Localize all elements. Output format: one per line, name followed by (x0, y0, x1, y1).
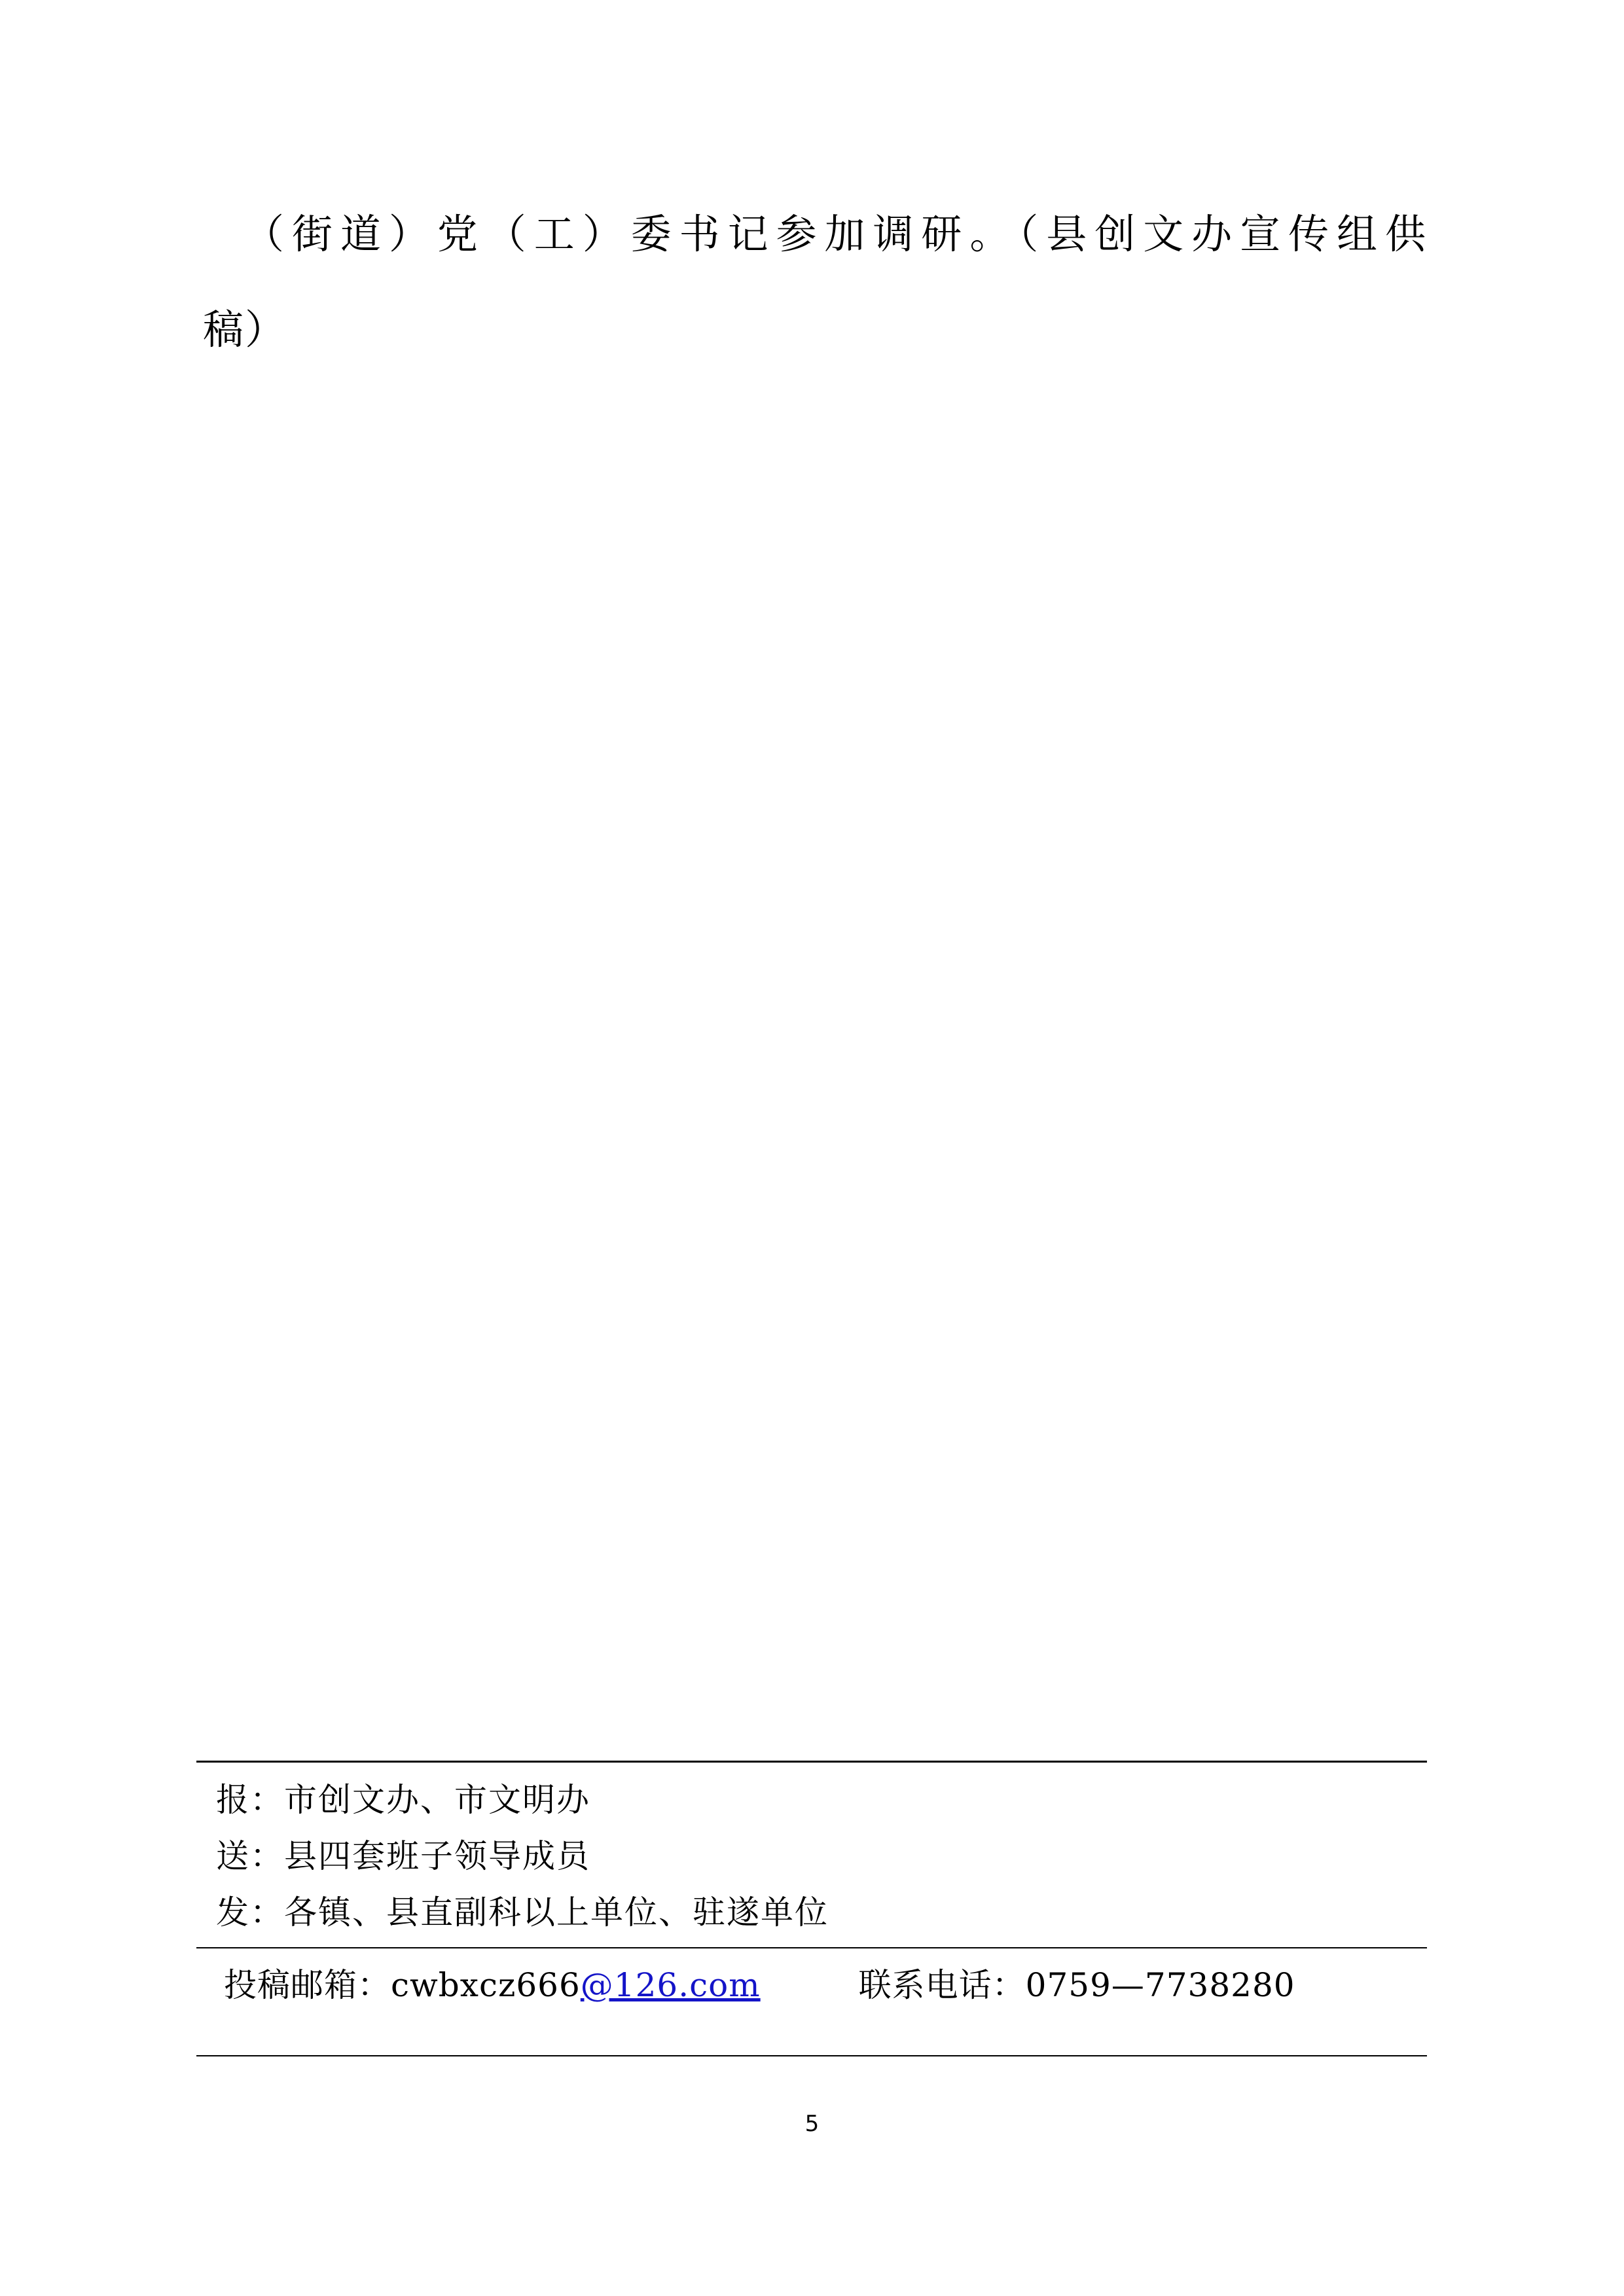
submission-email-user: cwbxcz666 (391, 1966, 581, 2004)
distribution-line-send: 送：县四套班子领导成员 (216, 1837, 590, 1875)
distribution-line-issue: 发：各镇、县直副科以上单位、驻遂单位 (216, 1893, 829, 1931)
distribution-list (196, 1763, 1427, 1947)
body-line-2: 稿） (203, 306, 287, 353)
submission-email-label: 投稿邮箱： (224, 1966, 391, 2004)
footer-bottom-rule-wrap (196, 2055, 1427, 2056)
contact-row (196, 1948, 1427, 2020)
distribution-line-report: 报：市创文办、市文明办 (216, 1781, 590, 1819)
contact-phone-value: 0759—7738280 (1025, 1966, 1295, 2004)
contact-phone-label: 联系电话： (858, 1966, 1026, 2004)
footer-bottom-rule (196, 2055, 1427, 2056)
body-line-1: （街道）党（工）委书记参加调研。（县创文办宣传组供 (244, 210, 1427, 258)
footer-block (196, 1761, 1427, 2020)
submission-email-link[interactable]: @126.com (580, 1966, 761, 2004)
page-number: 5 (804, 2111, 820, 2137)
body-text-block (203, 187, 1427, 378)
